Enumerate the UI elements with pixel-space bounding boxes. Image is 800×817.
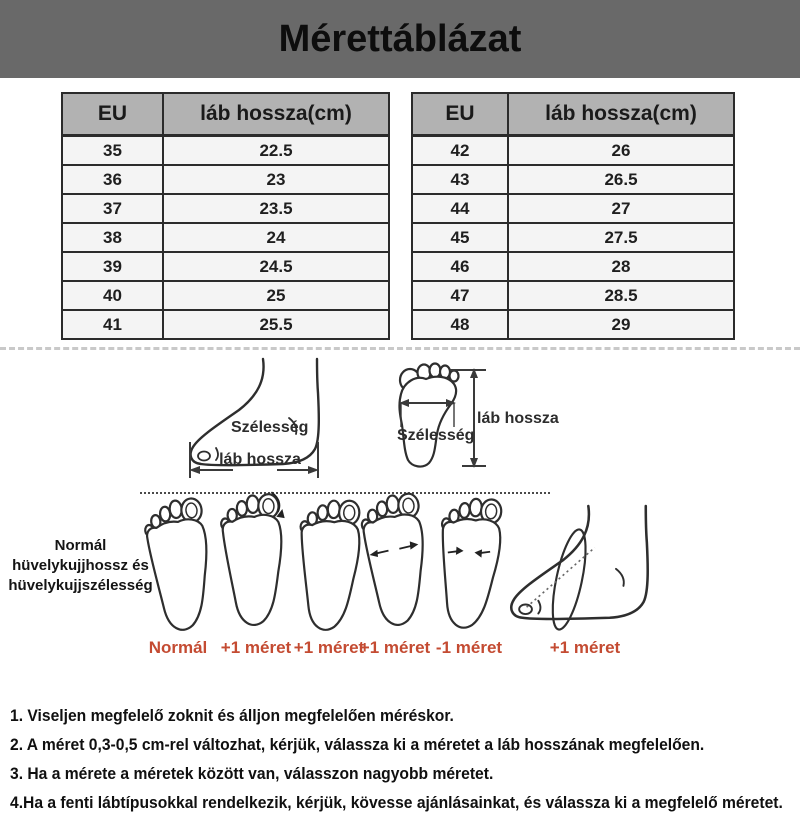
table-cell: 36 — [62, 165, 163, 194]
instruction-1: 1. Viseljen megfelelő zoknit és álljon megfelelően méréskor. — [10, 706, 454, 725]
foot-type-wide-illustration — [356, 489, 434, 634]
table-cell: 41 — [62, 310, 163, 339]
instruction-2: 2. A méret 0,3-0,5 cm-rel változhat, kérjük, válassza ki a méretet a láb hosszának megfelelően. — [10, 735, 705, 754]
table-row — [412, 165, 734, 194]
table-header-row — [62, 93, 389, 136]
table-row — [412, 310, 734, 339]
table-row — [62, 165, 389, 194]
table-row — [62, 252, 389, 281]
table-row — [412, 223, 734, 252]
column-header: láb hossza(cm) — [508, 93, 734, 136]
table-row — [412, 194, 734, 223]
title-banner — [0, 0, 800, 78]
instruction-4: 4.Ha a fenti lábtípusokkal rendelkezik, kérjük, kövesse ajánlásainkat, és válassza ki a megfelelő méretet. — [10, 793, 783, 812]
table-cell: 27.5 — [508, 223, 734, 252]
foot-type-label-3: +1 méret — [293, 638, 365, 657]
table-cell: 48 — [412, 310, 508, 339]
table-row — [412, 281, 734, 310]
foot-type-normal-illustration — [139, 494, 219, 640]
table-cell: 44 — [412, 194, 508, 223]
table-cell: 40 — [62, 281, 163, 310]
table-cell: 27 — [508, 194, 734, 223]
section-divider — [0, 347, 800, 350]
table-row — [62, 281, 389, 310]
size-table-right — [411, 92, 735, 340]
instruction-3: 3. Ha a mérete a méretek között van, válasszon nagyobb méretet. — [10, 764, 494, 783]
table-cell: 47 — [412, 281, 508, 310]
table-cell: 28.5 — [508, 281, 734, 310]
table-cell: 43 — [412, 165, 508, 194]
foot-type-long-toe-illustration — [216, 490, 289, 633]
foot-type-high-instep-illustration — [503, 505, 663, 638]
foot-type-narrow-illustration — [431, 493, 507, 637]
table-row — [62, 310, 389, 339]
table-cell: 25 — [163, 281, 389, 310]
note-line-1: Normál — [54, 537, 107, 554]
foot-type-label-4: +1 méret — [359, 638, 431, 657]
table-row — [62, 136, 389, 166]
column-header: EU — [62, 93, 163, 136]
table-cell: 39 — [62, 252, 163, 281]
table-cell: 26 — [508, 136, 734, 166]
column-header: EU — [412, 93, 508, 136]
table-cell: 29 — [508, 310, 734, 339]
foot-type-label-5: -1 méret — [435, 638, 503, 657]
column-header: láb hossza(cm) — [163, 93, 389, 136]
size-table-left — [61, 92, 390, 340]
foot-type-wide-toe-illustration — [294, 496, 365, 638]
table-cell: 38 — [62, 223, 163, 252]
table-cell: 23 — [163, 165, 389, 194]
length-label-side: láb hossza — [219, 451, 301, 468]
instructions-list — [10, 701, 800, 817]
foot-type-label-1: Normál — [148, 638, 208, 657]
table-cell: 22.5 — [163, 136, 389, 166]
table-cell: 37 — [62, 194, 163, 223]
table-cell: 23.5 — [163, 194, 389, 223]
foot-type-label-2: +1 méret — [220, 638, 292, 657]
table-cell: 45 — [412, 223, 508, 252]
table-row — [62, 223, 389, 252]
note-line-3: hüvelykujjszélesség — [8, 577, 153, 594]
foot-type-label-6: +1 méret — [549, 638, 621, 657]
table-row — [412, 136, 734, 166]
table-header-row — [412, 93, 734, 136]
length-label-sole: láb hossza — [477, 410, 559, 427]
width-label-sole: Szélesség — [397, 427, 475, 444]
page-title: Mérettáblázat — [278, 17, 522, 60]
table-row — [412, 252, 734, 281]
table-cell: 46 — [412, 252, 508, 281]
table-cell: 24 — [163, 223, 389, 252]
normal-toe-note — [8, 536, 153, 596]
table-cell: 42 — [412, 136, 508, 166]
width-label-side: Szélesség — [231, 419, 309, 436]
table-cell: 24.5 — [163, 252, 389, 281]
table-cell: 28 — [508, 252, 734, 281]
table-cell: 35 — [62, 136, 163, 166]
note-line-2: hüvelykujjhossz és — [12, 557, 149, 574]
table-cell: 26.5 — [508, 165, 734, 194]
table-row — [62, 194, 389, 223]
table-cell: 25.5 — [163, 310, 389, 339]
